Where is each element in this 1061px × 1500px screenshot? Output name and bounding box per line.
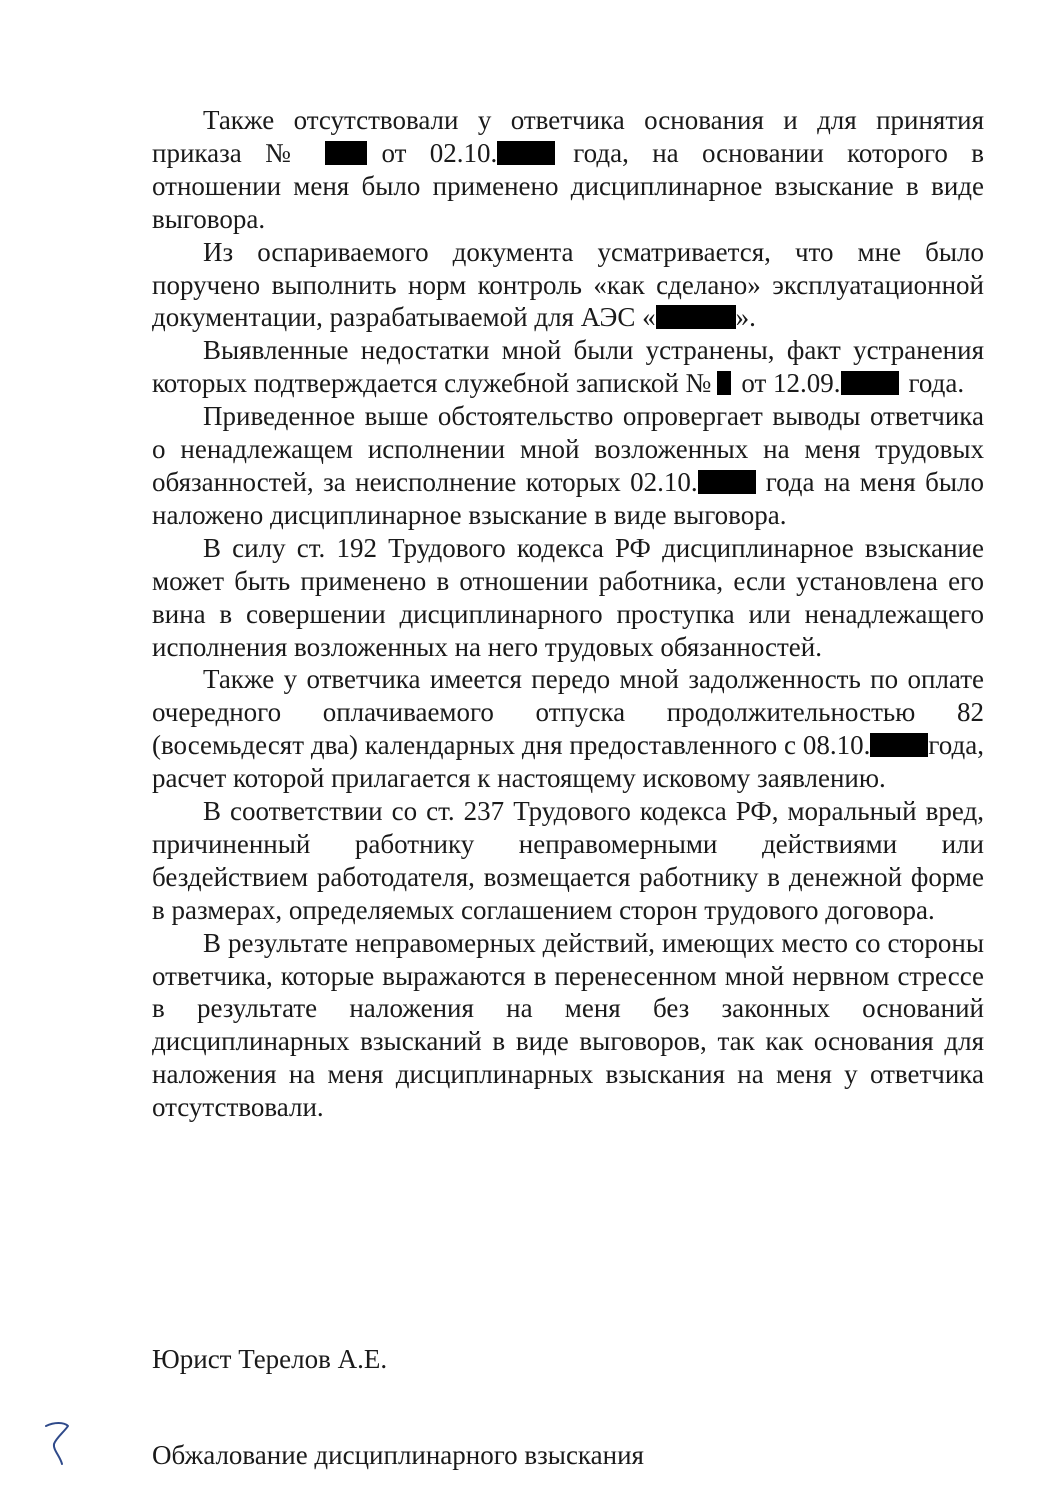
- paragraph-text: Из оспариваемого документа усматривается, что мне было поручено выполнить норм контроль «как сделано» эксплуатационной документации, разрабатываемой для АЭС «: [152, 236, 984, 333]
- paragraph-vacation-debt: [152, 663, 984, 795]
- paragraph-text: Приведенное выше обстоятельство опровергает выводы ответчика о ненадлежащем исполнении мной возложенных на меня трудовых обязанностей, за неисполнение которых 02.10.: [152, 401, 984, 497]
- paragraph-text: года, на основании которого в отношении меня было применено дисциплинарное взыскание в виде выговора.: [152, 137, 984, 234]
- document-body: [152, 104, 984, 1124]
- redacted-year: [870, 733, 928, 757]
- paragraph-text: года.: [908, 368, 965, 399]
- paragraph-text: от 02.10.: [381, 137, 498, 168]
- document-caption: Обжалование дисциплинарного взыскания: [152, 1440, 644, 1470]
- redacted-year: [497, 141, 555, 165]
- redacted-year: [841, 371, 899, 395]
- paragraph-text: Также у ответчика имеется передо мной задолженность по оплате очередного оплачиваемого отпуска продолжительностью 82 (восемьдесят два) календарных дня предоставленного с 08.10.: [152, 664, 984, 761]
- paragraph-text: от 12.09.: [741, 368, 841, 399]
- paragraph-text: года, расчет которой прилагается к настоящему исковому заявлению.: [152, 730, 984, 794]
- paragraph-text: Выявленные недостатки мной были устранены, факт устранения которых подтверждается служебной запиской №: [152, 335, 984, 399]
- paragraph-text: Также отсутствовали у ответчика основания и для принятия приказа №: [152, 105, 984, 168]
- paragraph-order-grounds: [152, 104, 984, 236]
- paragraph-text: ».: [735, 302, 756, 333]
- signature-line: Юрист Терелов А.Е.: [152, 1344, 388, 1374]
- redacted-plant-name: [656, 305, 736, 329]
- paragraph-contested-document: [152, 236, 984, 335]
- redacted-order-number: [325, 141, 367, 165]
- paragraph-article-237: В соответствии со ст. 237 Трудового кодекса РФ, моральный вред, причиненный работнику неправомерными действиями или бездействием работодателя, возмещается работнику в денежной форме в размерах, определяемых соглашением сторон трудового договора.: [152, 796, 984, 925]
- redacted-year: [698, 470, 756, 494]
- paragraph-article-192: В силу ст. 192 Трудового кодекса РФ дисциплинарное взыскание может быть применено в отношении работника, если установлена его вина в совершении дисциплинарного проступка или ненадлежащего исполнения возложенных на него трудовых обязанностей.: [152, 532, 984, 662]
- paragraph-moral-damage: В результате неправомерных действий, имеющих место со стороны ответчика, которые выражаются в перенесенном мной нервном стрессе в результате наложения на меня без законных оснований дисциплинарных взысканий в виде выговоров, так как основания для наложения на меня дисциплинарных взыскания на меня у ответчика отсутствовали.: [152, 927, 984, 1123]
- redacted-memo-number: [717, 371, 731, 395]
- paragraph-text: года на меня было наложено дисциплинарное взыскание в виде выговора.: [152, 466, 984, 530]
- paragraph-deficiencies-fixed: [152, 334, 984, 400]
- pen-mark-icon: [40, 1418, 76, 1468]
- paragraph-refutation: [152, 400, 984, 532]
